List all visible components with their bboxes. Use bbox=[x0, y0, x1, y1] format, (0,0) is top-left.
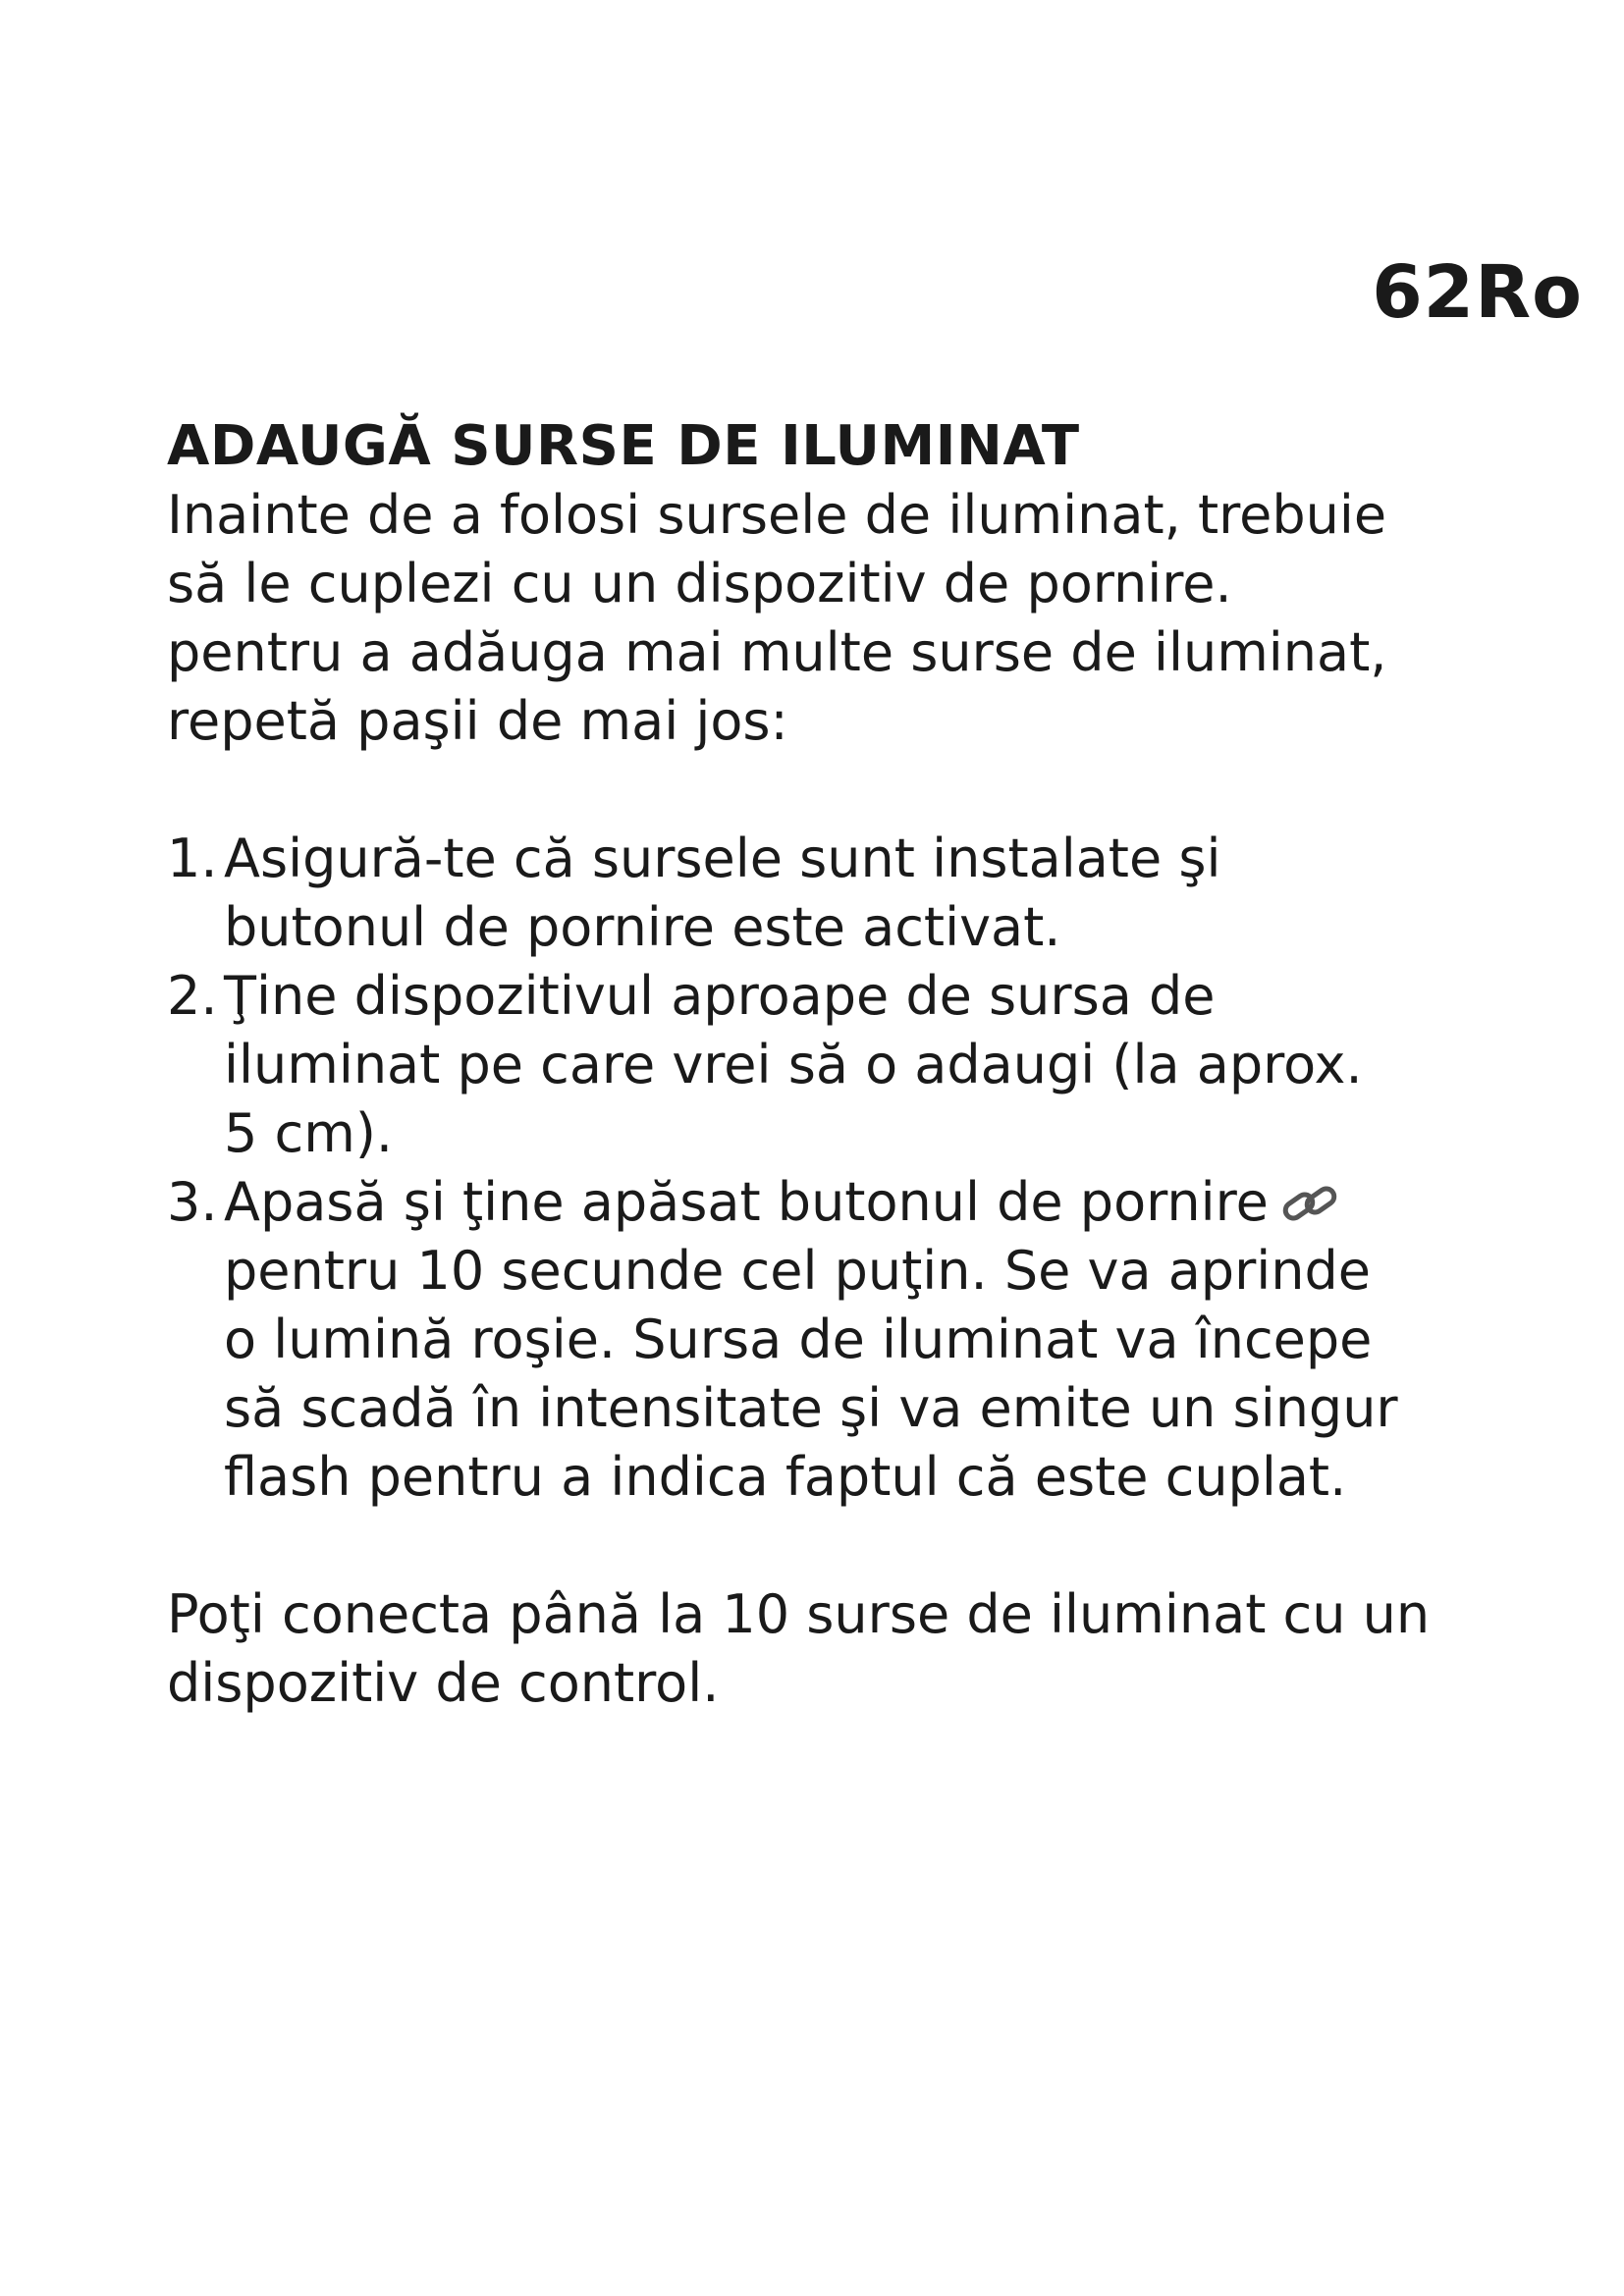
step-line: iluminat pe care vrei să o adaugi (la aprox. bbox=[224, 1034, 1363, 1095]
step-line: pentru 10 secunde cel puţin. Se va aprinde bbox=[224, 1240, 1372, 1302]
intro-line: pentru a adăuga mai multe surse de iluminat, bbox=[167, 621, 1387, 683]
page-number: 62Ro bbox=[1372, 250, 1583, 335]
step-line: să scadă în intensitate şi va emite un singur bbox=[224, 1377, 1398, 1439]
steps-list bbox=[167, 825, 1463, 1512]
intro-line: repetă paşii de mai jos: bbox=[167, 690, 788, 752]
link-icon bbox=[1278, 1178, 1341, 1229]
spacer bbox=[167, 756, 1463, 825]
intro-line: Inainte de a folosi sursele de iluminat, trebuie bbox=[167, 484, 1387, 546]
footer-line: dispozitiv de control. bbox=[167, 1652, 720, 1714]
step-number: 1. bbox=[167, 828, 218, 889]
list-item bbox=[167, 962, 1463, 1168]
section-heading: ADAUGĂ SURSE DE ILUMINAT bbox=[167, 414, 1080, 478]
step-line: flash pentru a indica faptul că este cuplat. bbox=[224, 1446, 1347, 1508]
footer-note bbox=[167, 1580, 1463, 1718]
step-number: 3. bbox=[167, 1171, 218, 1233]
step-line: 5 cm). bbox=[224, 1102, 394, 1164]
step-text bbox=[224, 962, 1463, 1168]
step-number: 2. bbox=[167, 965, 218, 1027]
step-line: butonul de pornire este activat. bbox=[224, 896, 1061, 958]
instructions-section bbox=[167, 412, 1463, 1718]
step-text bbox=[224, 825, 1463, 962]
step-line: Apasă şi ţine apăsat butonul de pornire bbox=[224, 1171, 1269, 1233]
intro-line: să le cuplezi cu un dispozitiv de pornire. bbox=[167, 553, 1232, 614]
list-item bbox=[167, 1168, 1463, 1512]
step-line: Asigură-te că sursele sunt instalate şi bbox=[224, 828, 1221, 889]
step-text bbox=[224, 1168, 1463, 1512]
intro-paragraph bbox=[167, 481, 1463, 756]
step-line: o lumină roşie. Sursa de iluminat va începe bbox=[224, 1308, 1373, 1370]
step-line: Ţine dispozitivul aproape de sursa de bbox=[224, 965, 1216, 1027]
list-item bbox=[167, 825, 1463, 962]
footer-line: Poţi conecta până la 10 surse de iluminat cu un bbox=[167, 1583, 1431, 1645]
spacer bbox=[167, 1512, 1463, 1580]
